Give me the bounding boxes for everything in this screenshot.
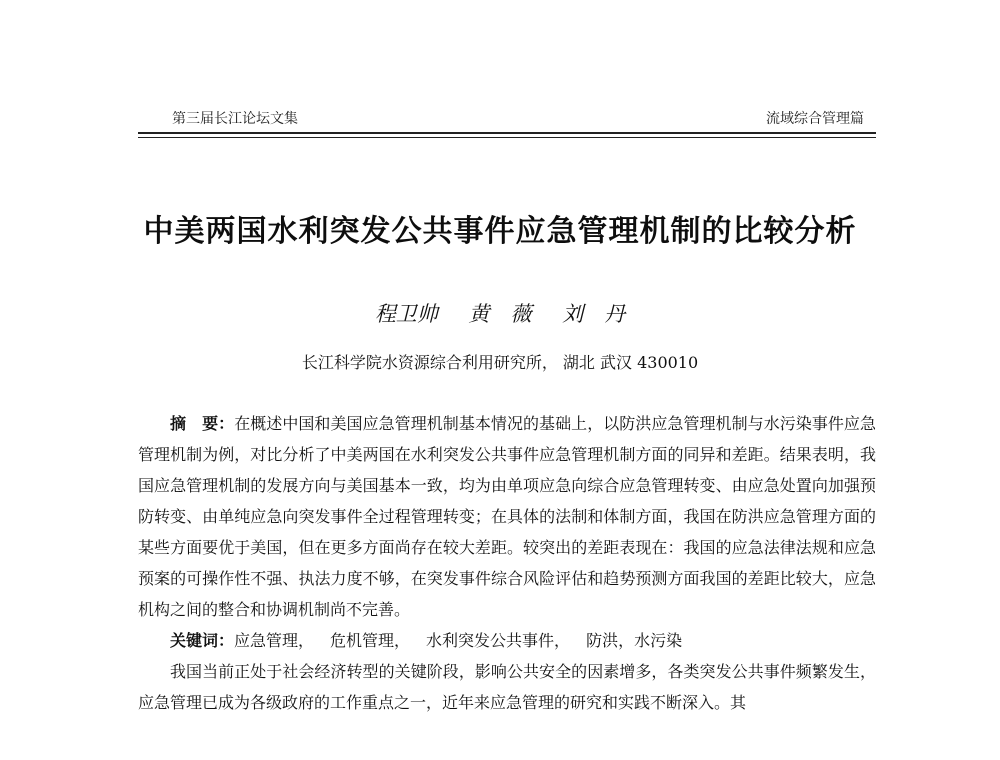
author-1: 程卫帅 bbox=[374, 302, 438, 326]
header-section-title: 流域综合管理篇 bbox=[766, 111, 864, 127]
keyword-item: 防洪，水污染 bbox=[586, 631, 683, 650]
author-2: 黄 薇 bbox=[468, 302, 532, 326]
keyword-item: 水利突发公共事件， bbox=[426, 631, 571, 650]
keyword-item: 危机管理， bbox=[330, 631, 411, 650]
abstract-text: 在概述中国和美国应急管理机制基本情况的基础上，以防洪应急管理机制与水污染事件应急管理机制为例，对比分析了中美两国在水利突发公共事件应急管理机制方面的同异和差距。结果表明，我国应急管理机制的发展方向与美国基本一致，均为由单项应急向综合应急管理转变、由应急处置向加强预防转变、由单纯应急向突发事件全过程管理转变；在具体的法制和体制方面，我国在防洪应急管理方面的某些方面要优于美国，但在更多方面尚存在较大差距。较突出的差距表现在：我国的应急法律法规和应急预案的可操作性不强、执法力度不够，在突发事件综合风险评估和趋势预测方面我国的差距比较大，应急机构之间的整合和协调机制尚不完善。 bbox=[138, 414, 876, 619]
keyword-item: 应急管理， bbox=[234, 631, 315, 650]
affiliation: 长江科学院水资源综合利用研究所， 湖北 武汉 430010 bbox=[301, 353, 699, 372]
paper-title: 中美两国水利突发公共事件应急管理机制的比较分析 bbox=[143, 214, 857, 249]
author-list bbox=[0, 298, 1000, 328]
author-3: 刘 丹 bbox=[562, 302, 626, 326]
paper-body bbox=[138, 408, 876, 718]
abstract bbox=[138, 408, 876, 625]
keywords bbox=[138, 625, 876, 656]
abstract-label: 摘 要： bbox=[170, 414, 235, 433]
header-rule bbox=[138, 132, 876, 138]
intro-paragraph: 我国当前正处于社会经济转型的关键阶段，影响公共安全的因素增多，各类突发公共事件频繁发生，应急管理已成为各级政府的工作重点之一，近年来应急管理的研究和实践不断深入。其 bbox=[138, 662, 876, 712]
header-collection-title: 第三届长江论坛文集 bbox=[172, 111, 298, 127]
keywords-label: 关键词： bbox=[170, 631, 235, 650]
running-header bbox=[138, 108, 874, 130]
